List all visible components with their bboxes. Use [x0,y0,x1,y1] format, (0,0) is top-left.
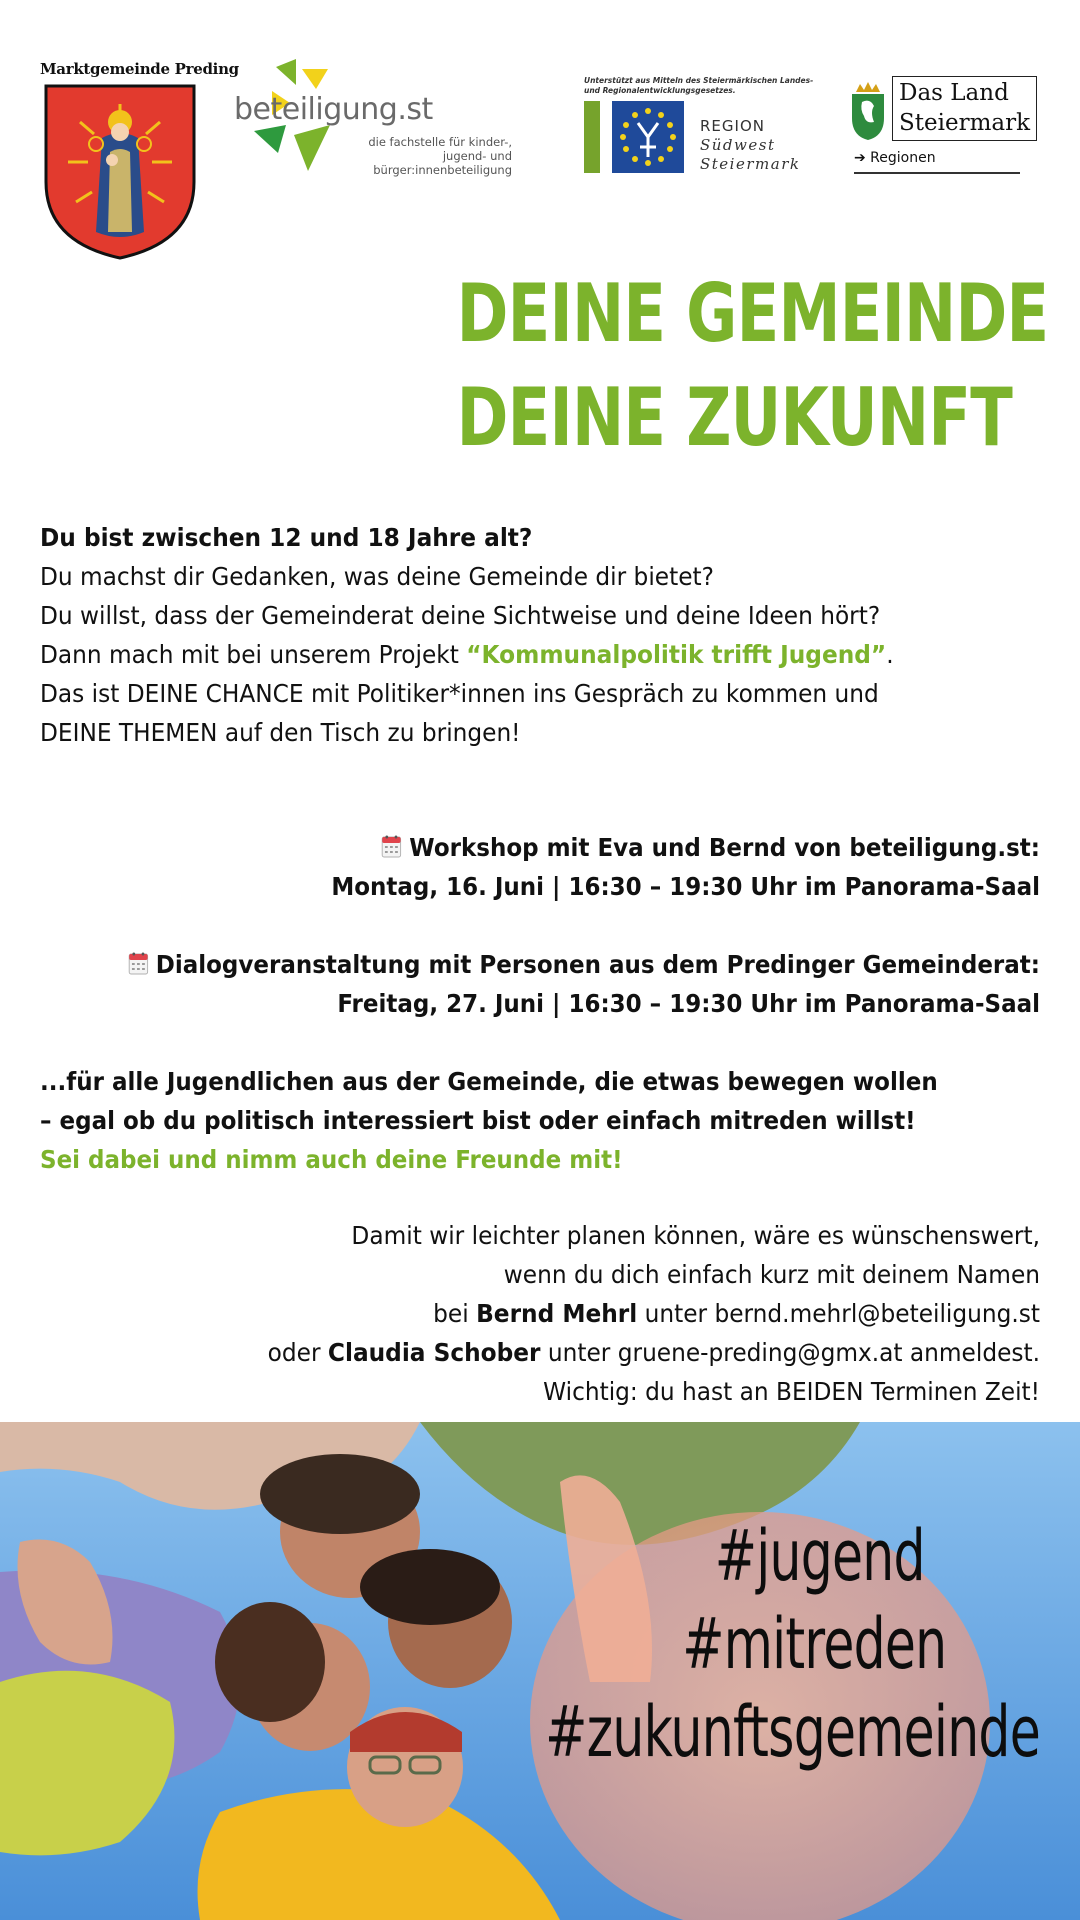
event-1-title: Workshop mit Eva und Bernd von beteiligung.st: [120,828,1040,867]
intro-line3: Du willst, dass der Gemeinderat deine Sichtweise und deine Ideen hört? [40,601,881,630]
call-line1: ...für alle Jugendlichen aus der Gemeinde, die etwas bewegen wollen [40,1067,938,1096]
contact-name-bernd: Bernd Mehrl [476,1299,638,1328]
call-line2: – egal ob du politisch interessiert bist oder einfach mitreden willst! [40,1106,916,1135]
registration-info [110,1216,1040,1411]
project-name: “Kommunalpolitik trifft Jugend” [466,640,887,669]
hashtags [536,1512,1040,1776]
crest-label: Marktgemeinde Preding [40,60,239,78]
hashtag-mitreden: #mitreden [682,1603,947,1685]
hashtag-zukunftsgemeinde: #zukunftsgemeinde [545,1691,1040,1773]
calendar-icon [382,834,402,858]
region-name [700,117,800,174]
intro-line2: Du machst dir Gedanken, was deine Gemeinde dir bietet? [40,562,714,591]
intro-text [40,518,970,752]
register-line4: oder Claudia Schober unter gruene-preding@gmx.at anmeldest. [267,1338,1040,1367]
intro-line5: Das ist DEINE CHANCE mit Politiker*innen ins Gespräch zu kommen und [40,679,879,708]
headline-line2: DEINE ZUKUNFT [456,371,1012,464]
event-spacer [120,906,1040,945]
region-funding-note: Unterstützt aus Mitteln des Steiermärkischen Landes- und Regionalentwicklungsgesetzes. [584,76,814,95]
event-1-when: Montag, 16. Juni | 16:30 – 19:30 Uhr im Panorama-Saal [331,872,1040,901]
region-green-bar [584,101,600,173]
call-line3: Sei dabei und nimm auch deine Freunde mit! [40,1145,623,1174]
land-name-line2: Steiermark [899,110,1031,136]
land-regionen-label: ➔ Regionen [854,150,936,166]
region-name-line2: Steiermark [700,155,801,173]
intro-line4 [40,635,970,674]
event-2-when: Freitag, 27. Juni | 16:30 – 19:30 Uhr im Panorama-Saal [337,989,1040,1018]
intro-line1: Du bist zwischen 12 und 18 Jahre alt? [40,523,533,552]
styria-panther-icon [850,78,886,142]
eu-flag-icon [612,101,684,173]
calendar-icon [128,951,148,975]
land-name-line1: Das Land [899,80,1009,106]
region-name-line1: Südwest [700,136,776,154]
intro-line4-pre: Dann mach mit bei unserem Projekt [40,640,467,669]
land-steiermark-wordmark [892,76,1037,141]
contact-email-claudia: unter gruene-preding@gmx.at anmeldest. [540,1338,1040,1367]
hashtag-jugend: #jugend [714,1515,925,1597]
intro-line4-post: . [886,640,894,669]
headline-line1: DEINE GEMEINDE [456,267,1049,360]
events-list [120,828,1040,1023]
municipal-crest-icon [40,82,200,262]
contact-name-claudia: Claudia Schober [327,1338,541,1367]
beteiligung-tagline: die fachstelle für kinder-, jugend- und bürger:innenbeteiligung [368,135,512,177]
intro-line6: DEINE THEMEN auf den Tisch zu bringen! [40,718,521,747]
register-line1: Damit wir leichter planen können, wäre es wünschenswert, [351,1221,1040,1250]
register-line5: Wichtig: du hast an BEIDEN Terminen Zeit! [543,1377,1040,1406]
register-line3: bei Bernd Mehrl unter bernd.mehrl@beteiligung.st [433,1299,1040,1328]
event-2-title: Dialogveranstaltung mit Personen aus dem Predinger Gemeinderat: [120,945,1040,984]
region-label: REGION [700,117,765,135]
page-headline [456,262,1049,470]
register-line2: wenn du dich einfach kurz mit deinem Namen [503,1260,1040,1289]
contact-email-bernd: unter bernd.mehrl@beteiligung.st [637,1299,1040,1328]
call-to-action [40,1062,960,1179]
beteiligung-logo-text: beteiligung.st [234,92,433,127]
land-divider [854,172,1020,174]
